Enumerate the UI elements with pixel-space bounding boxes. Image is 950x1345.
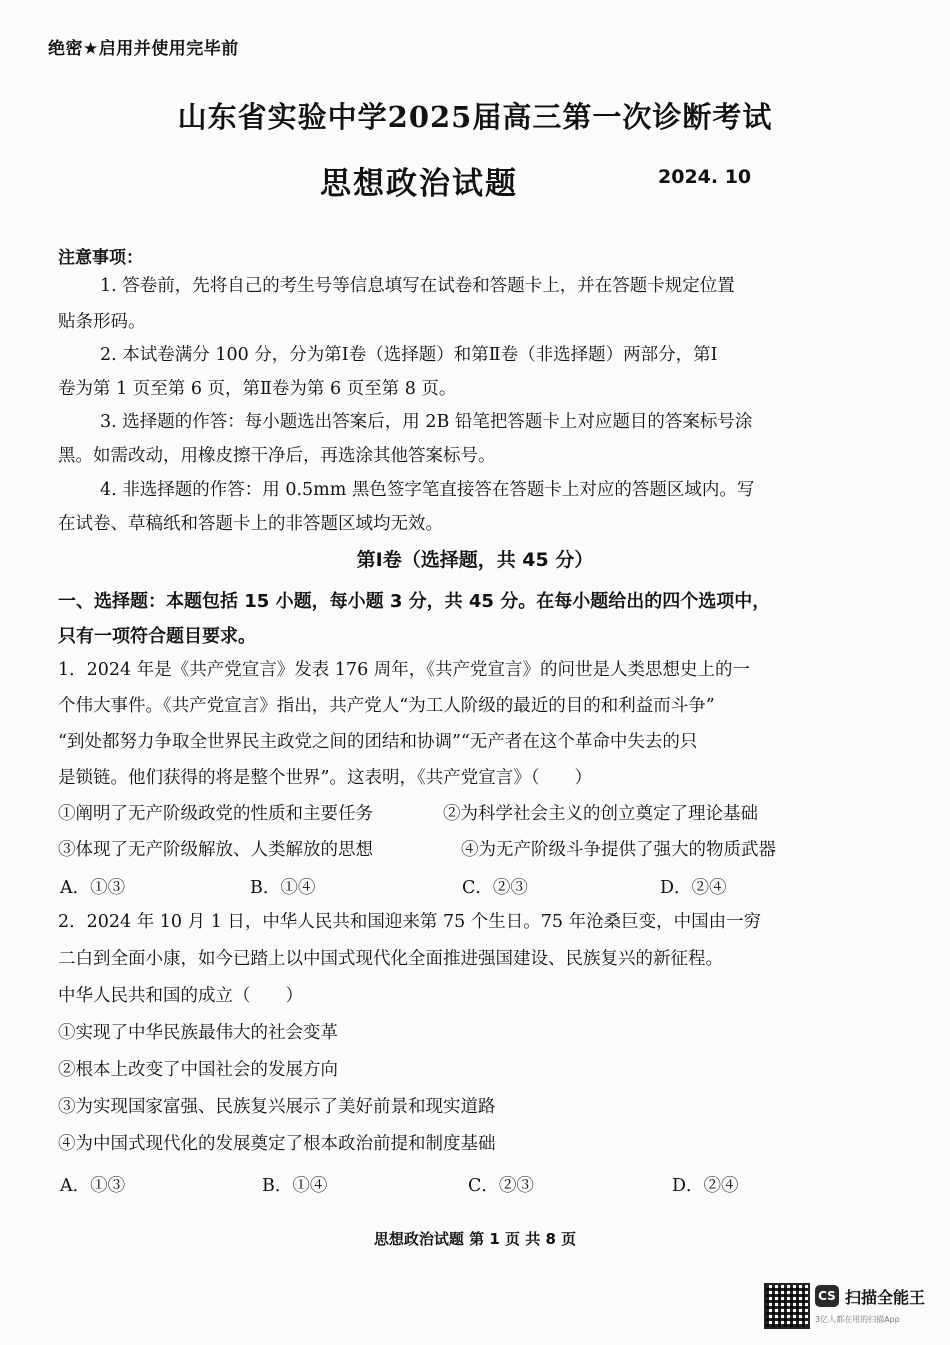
page-footer: 思想政治试题 第 1 页 共 8 页 — [373, 1230, 577, 1248]
question-1-statement: ③体现了无产阶级解放、人类解放的思想 — [58, 840, 373, 860]
question-2-stem: 二白到全面小康，如今已踏上以中国式现代化全面推进强国建设、民族复兴的新征程。 — [58, 949, 723, 969]
subject-title: 思想政治试题 — [320, 166, 518, 202]
section-title: 第Ⅰ卷（选择题，共 45 分） — [356, 549, 594, 571]
question-2-statement: ④为中国式现代化的发展奠定了根本政治前提和制度基础 — [58, 1134, 496, 1154]
notice-line: 3. 选择题的作答：每小题选出答案后，用 2B 铅笔把答题卡上对应题目的答案标号涂 — [100, 412, 753, 432]
question-1-stem: “到处都努力争取全世界民主政党之间的团结和协调”“无产者在这个革命中失去的只 — [58, 732, 698, 752]
exam-title: 山东省实验中学2025届高三第一次诊断考试 — [177, 100, 773, 134]
notice-line: 1. 答卷前，先将自己的考生号等信息填写在试卷和答题卡上，并在答题卡规定位置 — [100, 276, 735, 296]
question-1-choice-d: D．②④ — [660, 878, 727, 898]
camscanner-logo-icon: CS — [815, 1285, 839, 1307]
confidential-label: 绝密★启用并使用完毕前 — [48, 39, 239, 59]
question-1-statement: ④为无产阶级斗争提供了强大的物质武器 — [461, 840, 776, 860]
question-1-choice-c: C．②③ — [462, 878, 528, 898]
notice-line: 贴条形码。 — [58, 312, 146, 332]
qr-code-icon — [764, 1283, 810, 1329]
question-2-choice-d: D．②④ — [672, 1176, 739, 1196]
question-1-stem: 个伟大事件。《共产党宣言》指出，共产党人“为工人阶级的最近的目的和利益而斗争” — [58, 696, 715, 716]
question-2-stem: 2．2024 年 10 月 1 日，中华人民共和国迎来第 75 个生日。75 年沧桑巨变，中国由一穷 — [58, 912, 762, 932]
notice-line: 在试卷、草稿纸和答题卡上的非答题区域均无效。 — [58, 514, 443, 534]
question-1-statement: ②为科学社会主义的创立奠定了理论基础 — [443, 804, 758, 824]
question-2-choice-b: B．①④ — [262, 1176, 328, 1196]
question-2-statement: ②根本上改变了中国社会的发展方向 — [58, 1060, 338, 1080]
exam-date: 2024. 10 — [658, 166, 752, 188]
notice-line: 2. 本试卷满分 100 分，分为第Ⅰ卷（选择题）和第Ⅱ卷（非选择题）两部分，第Ⅰ — [100, 345, 718, 365]
part-instruction: 只有一项符合题目要求。 — [58, 626, 256, 647]
question-1-statement: ①阐明了无产阶级政党的性质和主要任务 — [58, 804, 373, 824]
notice-line: 卷为第 1 页至第 6 页，第Ⅱ卷为第 6 页至第 8 页。 — [58, 379, 457, 399]
camscanner-tagline: 3亿人都在用的扫描App — [815, 1315, 900, 1324]
question-2-choice-a: A．①③ — [60, 1176, 126, 1196]
question-1-choice-a: A．①③ — [60, 878, 126, 898]
question-2-choice-c: C．②③ — [468, 1176, 534, 1196]
question-1-stem: 是锁链。他们获得的将是整个世界”。这表明，《共产党宣言》（ ） — [58, 768, 592, 788]
notice-line: 4. 非选择题的作答：用 0.5mm 黑色签字笔直接答在答题卡上对应的答题区域内。写 — [100, 480, 755, 500]
question-2-stem: 中华人民共和国的成立（ ） — [58, 986, 303, 1006]
question-2-statement: ③为实现国家富强、民族复兴展示了美好前景和现实道路 — [58, 1097, 496, 1117]
question-2-statement: ①实现了中华民族最伟大的社会变革 — [58, 1023, 338, 1043]
question-1-choice-b: B．①④ — [250, 878, 316, 898]
notice-line: 黑。如需改动，用橡皮擦干净后，再选涂其他答案标号。 — [58, 446, 496, 466]
question-1-stem: 1．2024 年是《共产党宣言》发表 176 周年，《共产党宣言》的问世是人类思想史上的一 — [58, 660, 751, 680]
camscanner-name: 扫描全能王 — [845, 1288, 926, 1307]
notice-heading: 注意事项： — [58, 248, 143, 268]
part-instruction: 一、选择题：本题包括 15 小题，每小题 3 分，共 45 分。在每小题给出的四个选项中， — [58, 591, 771, 612]
